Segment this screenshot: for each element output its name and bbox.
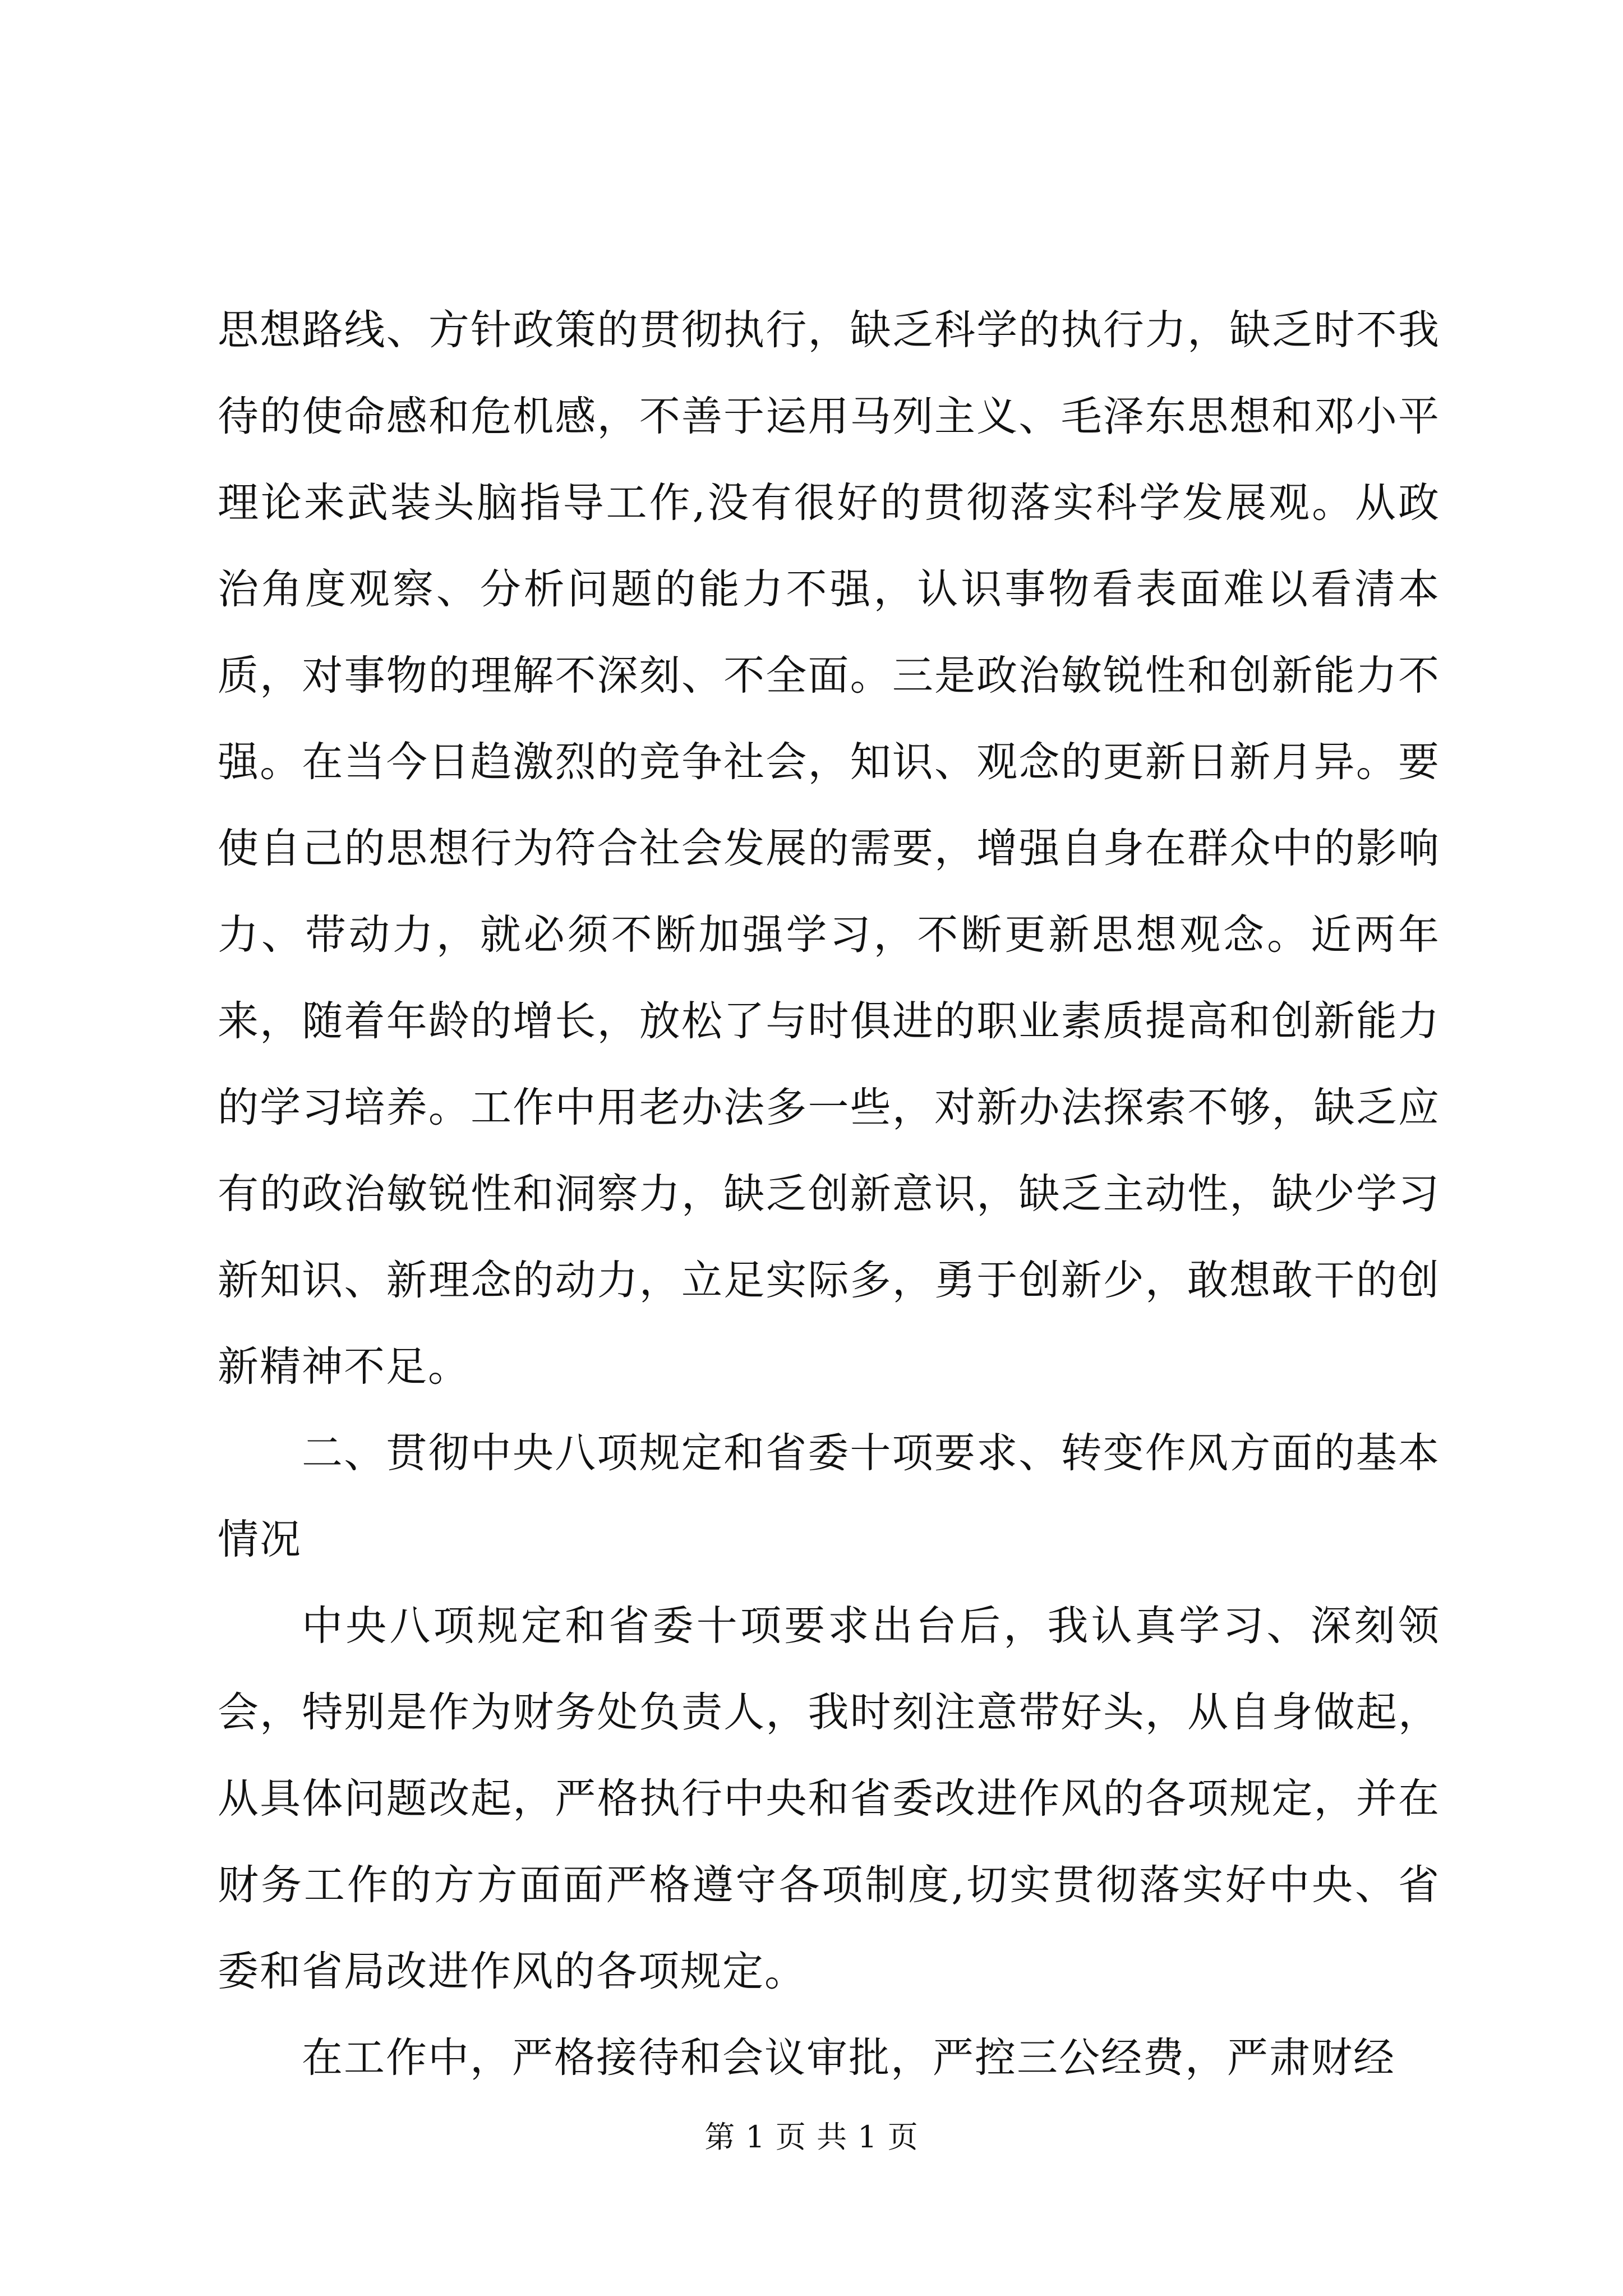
paragraph-continuation: 思想路线、方针政策的贯彻执行，缺乏科学的执行力，缺乏时不我待的使命感和危机感，不善于运用马列主义、毛泽东思想和邓小平理论来武装头脑指导工作,没有很好的贯彻落实科学发展观。从政治角度观察、分析问题的能力不强，认识事物看表面难以看清本质，对事物的理解不深刻、不全面。三是政治敏锐性和创新能力不强。在当今日趋激烈的竞争社会，知识、观念的更新日新月异。要使自己的思想行为符合社会发展的需要，增强自身在群众中的影响力、带动力，就必须不断加强学习，不断更新思想观念。近两年来，随着年龄的增长，放松了与时俱进的职业素质提高和创新能力的学习培养。工作中用老办法多一些，对新办法探索不够，缺乏应有的政治敏锐性和洞察力，缺乏创新意识，缺乏主动性，缺少学习新知识、新理念的动力，立足实际多，勇于创新少，敢想敢干的创新精神不足。 xyxy=(218,306,1440,1391)
document-body xyxy=(218,287,1440,2101)
section-heading-2: 二、贯彻中央八项规定和省委十项要求、转变作风方面的基本情况 xyxy=(218,1429,1440,1563)
paragraph-central-regulations: 中央八项规定和省委十项要求出台后，我认真学习、深刻领会，特别是作为财务处负责人，我时刻注意带好头，从自身做起，从具体问题改起，严格执行中央和省委改进作风的各项规定，并在财务工作的方方面面严格遵守各项制度,切实贯彻落实好中央、省委和省局改进作风的各项规定。 xyxy=(218,1602,1440,1995)
page-footer: 第 1 页 共 1 页 xyxy=(704,2119,919,2155)
paragraph-work-practice: 在工作中，严格接待和会议审批，严控三公经费，严肃财经 xyxy=(302,2034,1395,2082)
